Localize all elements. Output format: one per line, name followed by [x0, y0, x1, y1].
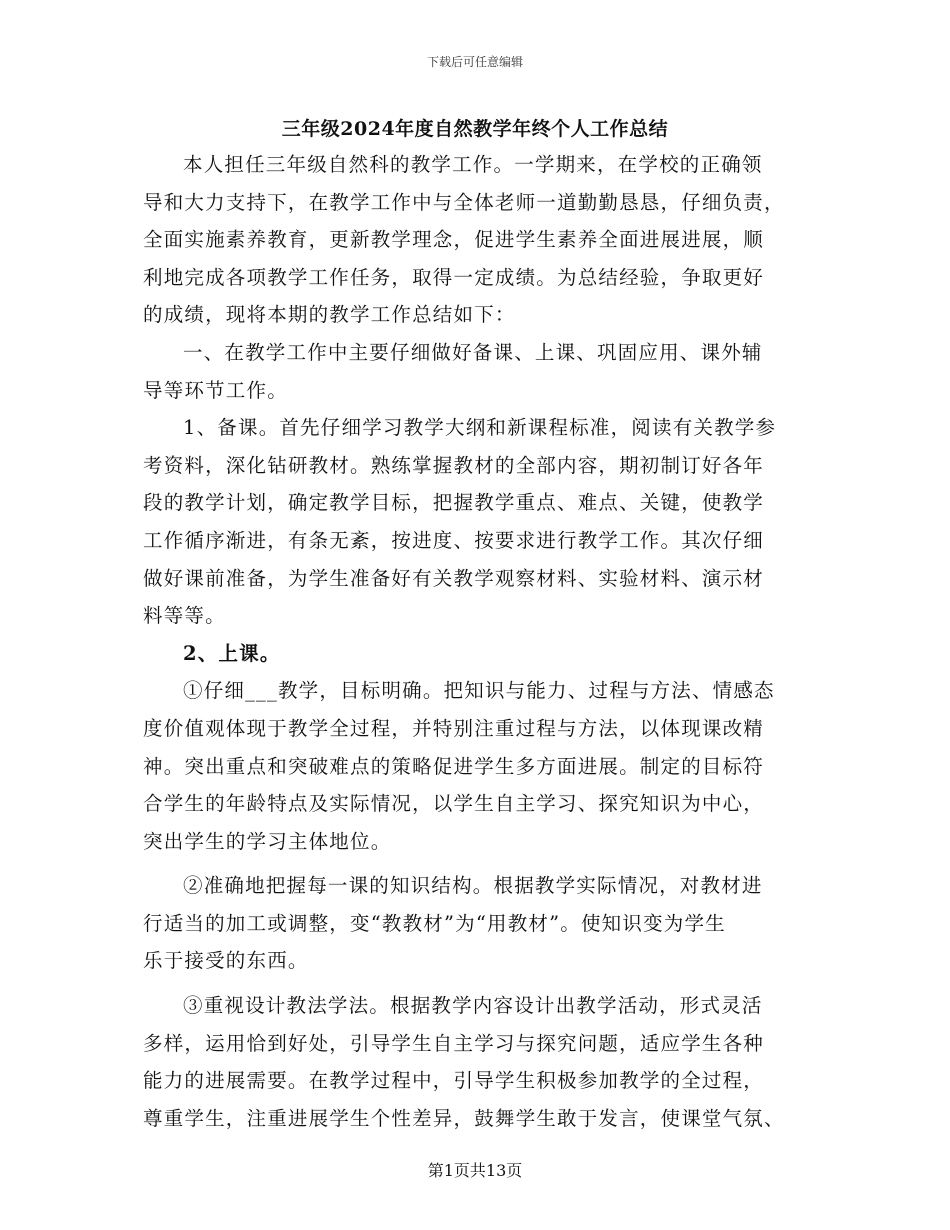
paragraph-line: 导等环节工作。	[143, 378, 288, 402]
paragraph-line: 合学生的年龄特点及实际情况，以学生自主学习、探究知识为中心，	[143, 792, 765, 816]
paragraph-line: 做好课前准备，为学生准备好有关教学观察材料、实验材料、演示材	[143, 566, 765, 590]
document-body	[143, 146, 815, 1137]
paragraph-line: 利地完成各项教学工作任务，取得一定成绩。为总结经验，争取更好	[143, 265, 765, 289]
paragraph-line: 的成绩，现将本期的教学工作总结如下：	[143, 303, 516, 327]
paragraph-line: 全面实施素养教育，更新教学理念，促进学生素养全面进展进展，顺	[143, 228, 765, 252]
paragraph-line: 本人担任三年级自然科的教学工作。一学期来，在学校的正确领	[183, 153, 763, 176]
paragraph-line: 导和大力支持下，在教学工作中与全体老师一道勤勤恳恳，仔细负责，	[143, 190, 785, 214]
page-footer: 第1页共13页	[427, 1161, 523, 1180]
paragraph-line: 度价值观体现于教学全过程，并特别注重过程与方法，以体现课改精	[143, 716, 765, 740]
paragraph-line: 料等等。	[143, 604, 226, 628]
section-heading-line: 一、在教学工作中主要仔细做好备课、上课、巩固应用、课外辅	[183, 340, 763, 364]
paragraph-line: 尊重学生，注重进展学生个性差异，鼓舞学生敢于发言，使课堂气氛、	[143, 1106, 785, 1130]
paragraph-line: 多样，运用恰到好处，引导学生自主学习与探究问题，适应学生各种	[143, 1031, 765, 1055]
paragraph-line: 突出学生的学习主体地位。	[143, 829, 392, 853]
paragraph-line: ①仔细___教学，目标明确。把知识与能力、过程与方法、情感态	[183, 679, 775, 703]
paragraph-line: 能力的进展需要。在教学过程中，引导学生积极参加教学的全过程，	[143, 1069, 765, 1093]
subsection-heading: 2、上课。	[183, 641, 281, 665]
paragraph-line: 乐于接受的东西。	[143, 949, 309, 973]
page-header: 下载后可任意编辑	[426, 55, 523, 69]
paragraph-line: 段的教学计划，确定教学目标，把握教学重点、难点、关键，使教学	[143, 491, 765, 515]
paragraph-line: 工作循序渐进，有条无紊，按进度、按要求进行教学工作。其次仔细	[143, 528, 765, 552]
paragraph-line: 考资料，深化钻研教材。熟练掌握教材的全部内容，期初制订好各年	[143, 453, 765, 477]
paragraph-line: 1、备课。首先仔细学习教学大纲和新课程标准，阅读有关教学参	[183, 416, 777, 440]
paragraph-line: ③重视设计教法学法。根据教学内容设计出教学活动，形式灵活	[183, 994, 763, 1018]
paragraph-line: 行适当的加工或调整，变“教教材”为“用教材”。使知识变为学生	[143, 911, 726, 935]
document-title: 三年级2024年度自然教学年终个人工作总结	[281, 118, 669, 140]
paragraph-line: ②准确地把握每一课的知识结构。根据教学实际情况，对教材进	[183, 874, 763, 898]
paragraph-line: 神。突出重点和突破难点的策略促进学生多方面进展。制定的目标符	[143, 754, 765, 778]
